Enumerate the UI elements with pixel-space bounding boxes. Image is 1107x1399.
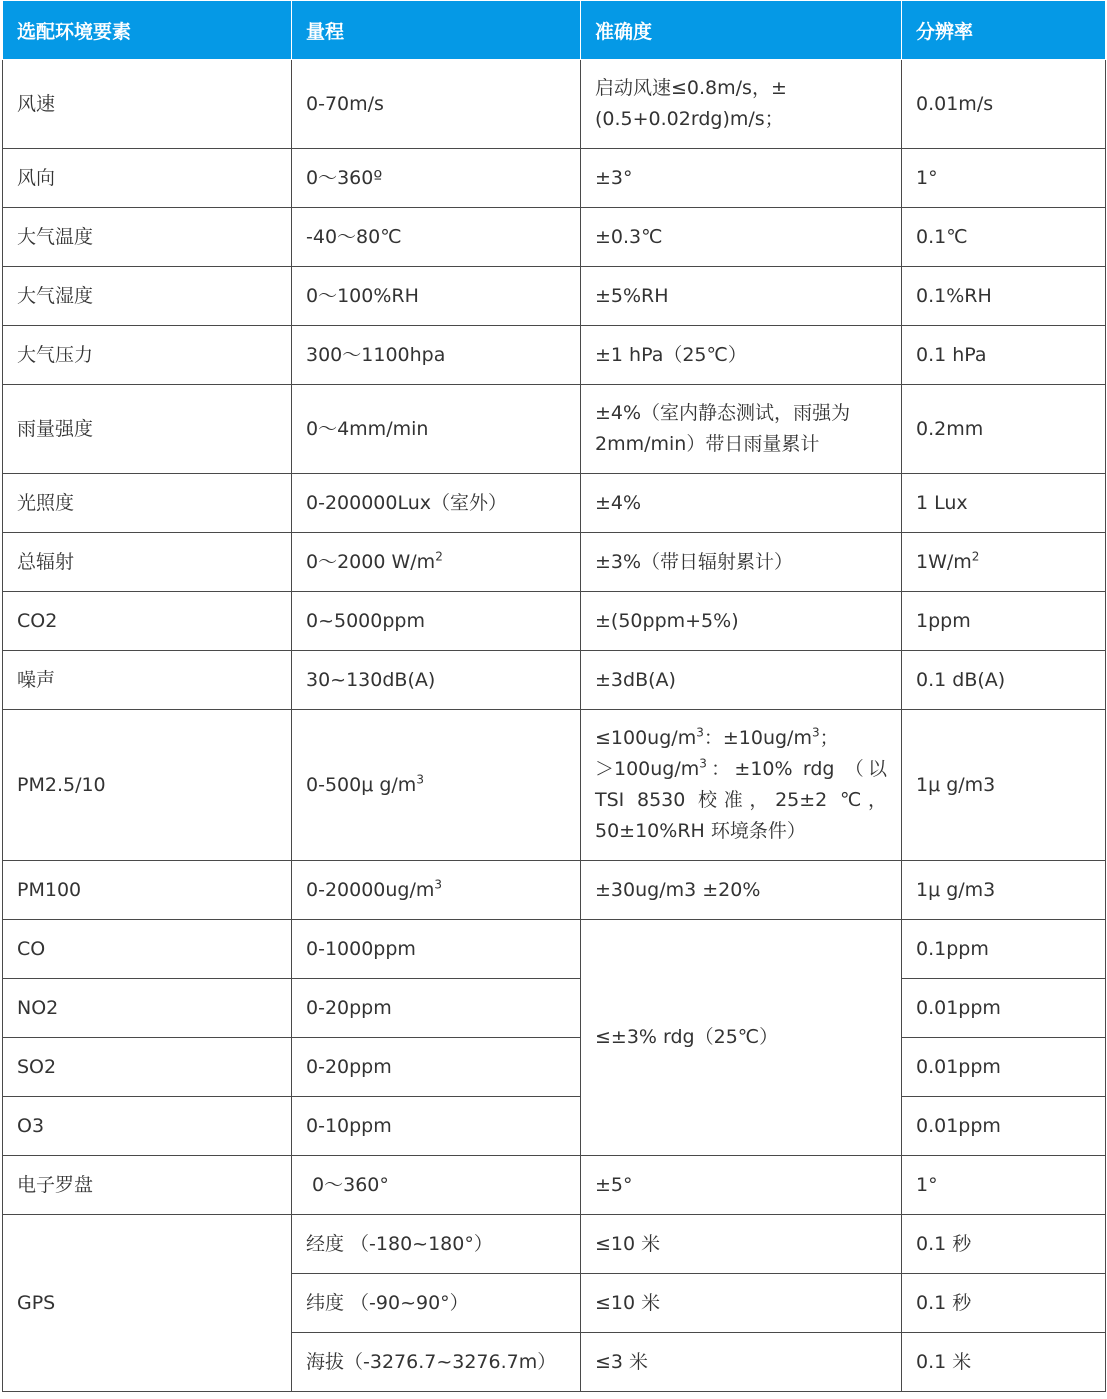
cell-range bbox=[292, 861, 581, 920]
cell-range: 0～100%RH bbox=[292, 267, 581, 326]
header-row bbox=[3, 1, 1106, 60]
superscript: 3 bbox=[416, 772, 424, 787]
table-row-air-temperature bbox=[3, 208, 1106, 267]
table-row-air-pressure bbox=[3, 326, 1106, 385]
cell-range: 0-20ppm bbox=[292, 979, 581, 1038]
cell-accuracy: ≤10 米 bbox=[581, 1215, 902, 1274]
cell-resolution bbox=[902, 533, 1106, 592]
cell-resolution: 0.1 dB(A) bbox=[902, 651, 1106, 710]
cell-resolution: 0.01m/s bbox=[902, 60, 1106, 149]
cell-resolution: 1° bbox=[902, 149, 1106, 208]
superscript: 3 bbox=[434, 877, 443, 892]
cell-resolution: 0.1 秒 bbox=[902, 1215, 1106, 1274]
cell-range: 300～1100hpa bbox=[292, 326, 581, 385]
table-row-air-humidity bbox=[3, 267, 1106, 326]
cell-resolution: 0.01ppm bbox=[902, 1097, 1106, 1156]
cell-range: 0～360° bbox=[292, 1156, 581, 1215]
cell-element: 雨量强度 bbox=[3, 385, 292, 474]
superscript: 3 bbox=[699, 756, 707, 771]
table-row-rain-intensity bbox=[3, 385, 1106, 474]
table-row-wind-speed bbox=[3, 60, 1106, 149]
cell-element: 风向 bbox=[3, 149, 292, 208]
cell-range: 30~130dB(A) bbox=[292, 651, 581, 710]
table-row-co2 bbox=[3, 592, 1106, 651]
cell-accuracy: ≤10 米 bbox=[581, 1274, 902, 1333]
cell-resolution: 0.1 hPa bbox=[902, 326, 1106, 385]
cell-element: 风速 bbox=[3, 60, 292, 149]
cell-resolution: 1ppm bbox=[902, 592, 1106, 651]
cell-resolution: 0.1 米 bbox=[902, 1333, 1106, 1392]
cell-accuracy: ±(50ppm+5%) bbox=[581, 592, 902, 651]
cell-range: 0～360º bbox=[292, 149, 581, 208]
cell-element: 电子罗盘 bbox=[3, 1156, 292, 1215]
cell-resolution: 0.01ppm bbox=[902, 979, 1106, 1038]
table-row-gps-longitude bbox=[3, 1215, 1106, 1274]
table-row-compass bbox=[3, 1156, 1106, 1215]
cell-range: 0-200000Lux（室外） bbox=[292, 474, 581, 533]
cell-range bbox=[292, 533, 581, 592]
cell-accuracy: ±30ug/m3 ±20% bbox=[581, 861, 902, 920]
cell-accuracy: ±3° bbox=[581, 149, 902, 208]
cell-accuracy: ±5° bbox=[581, 1156, 902, 1215]
cell-resolution: 1μ g/m3 bbox=[902, 710, 1106, 861]
table-row-co bbox=[3, 920, 1106, 979]
range-text: 0～2000 W/m bbox=[306, 550, 436, 573]
cell-range: 0-70m/s bbox=[292, 60, 581, 149]
cell-resolution: 0.1ppm bbox=[902, 920, 1106, 979]
header-accuracy: 准确度 bbox=[581, 1, 902, 60]
table-row-pm25-10 bbox=[3, 710, 1106, 861]
cell-element: PM2.5/10 bbox=[3, 710, 292, 861]
cell-element: SO2 bbox=[3, 1038, 292, 1097]
superscript: 2 bbox=[971, 549, 980, 564]
header-resolution: 分辨率 bbox=[902, 1, 1106, 60]
range-text: 0-500μ g/m bbox=[306, 773, 417, 796]
table-row-pm100 bbox=[3, 861, 1106, 920]
cell-accuracy: ≤3 米 bbox=[581, 1333, 902, 1392]
accuracy-text: ：±10% rdg （以TSI 8530 校准，25±2 ℃，50±10%RH 环境条件） bbox=[595, 758, 887, 842]
cell-resolution: 0.1%RH bbox=[902, 267, 1106, 326]
superscript: 2 bbox=[435, 549, 443, 564]
cell-element: 大气温度 bbox=[3, 208, 292, 267]
accuracy-text: ：±10ug/m bbox=[703, 727, 812, 749]
table-row-o3 bbox=[3, 1097, 1106, 1156]
cell-element: NO2 bbox=[3, 979, 292, 1038]
table-row-wind-direction bbox=[3, 149, 1106, 208]
cell-element: 大气湿度 bbox=[3, 267, 292, 326]
accuracy-text: ； bbox=[819, 727, 839, 749]
cell-accuracy: 启动风速≤0.8m/s，±(0.5+0.02rdg)m/s； bbox=[581, 60, 902, 149]
table-row-noise bbox=[3, 651, 1106, 710]
cell-accuracy: ±4%（室内静态测试，雨强为2mm/min）带日雨量累计 bbox=[581, 385, 902, 474]
cell-accuracy: ±4% bbox=[581, 474, 902, 533]
range-text: 0-20000ug/m bbox=[306, 878, 435, 901]
table-row-total-radiation bbox=[3, 533, 1106, 592]
cell-resolution: 0.1 秒 bbox=[902, 1274, 1106, 1333]
header-element: 选配环境要素 bbox=[3, 1, 292, 60]
cell-range bbox=[292, 710, 581, 861]
cell-element: O3 bbox=[3, 1097, 292, 1156]
cell-element: 光照度 bbox=[3, 474, 292, 533]
cell-gas-accuracy: ≤±3% rdg（25℃） bbox=[581, 920, 902, 1156]
cell-range: 经度 （-180~180°） bbox=[292, 1215, 581, 1274]
cell-resolution: 0.1℃ bbox=[902, 208, 1106, 267]
cell-resolution: 0.01ppm bbox=[902, 1038, 1106, 1097]
cell-resolution: 1° bbox=[902, 1156, 1106, 1215]
cell-range: 0～4mm/min bbox=[292, 385, 581, 474]
cell-resolution: 0.2mm bbox=[902, 385, 1106, 474]
cell-range: 0-20ppm bbox=[292, 1038, 581, 1097]
cell-element: GPS bbox=[3, 1215, 292, 1392]
cell-element: 大气压力 bbox=[3, 326, 292, 385]
cell-range: 纬度 （-90~90°） bbox=[292, 1274, 581, 1333]
cell-accuracy: ±0.3℃ bbox=[581, 208, 902, 267]
cell-resolution: 1 Lux bbox=[902, 474, 1106, 533]
cell-range: 海拔（-3276.7~3276.7m） bbox=[292, 1333, 581, 1392]
cell-range: 0~5000ppm bbox=[292, 592, 581, 651]
accuracy-text: ＞100ug/m bbox=[595, 758, 700, 780]
header-range: 量程 bbox=[292, 1, 581, 60]
table-row-so2 bbox=[3, 1038, 1106, 1097]
spec-table bbox=[2, 1, 1106, 1392]
cell-range: 0-1000ppm bbox=[292, 920, 581, 979]
cell-element: CO bbox=[3, 920, 292, 979]
superscript: 3 bbox=[811, 725, 820, 740]
cell-accuracy bbox=[581, 710, 902, 861]
cell-element: CO2 bbox=[3, 592, 292, 651]
table-row-no2 bbox=[3, 979, 1106, 1038]
cell-accuracy: ±3dB(A) bbox=[581, 651, 902, 710]
cell-range: 0-10ppm bbox=[292, 1097, 581, 1156]
accuracy-text: ≤100ug/m bbox=[595, 727, 697, 749]
cell-accuracy: ±1 hPa（25℃） bbox=[581, 326, 902, 385]
cell-element: 总辐射 bbox=[3, 533, 292, 592]
cell-element: PM100 bbox=[3, 861, 292, 920]
cell-resolution: 1μ g/m3 bbox=[902, 861, 1106, 920]
cell-range: -40～80℃ bbox=[292, 208, 581, 267]
table-row-illuminance bbox=[3, 474, 1106, 533]
cell-accuracy: ±5%RH bbox=[581, 267, 902, 326]
superscript: 3 bbox=[696, 725, 704, 740]
resolution-text: 1W/m bbox=[916, 550, 972, 573]
cell-element: 噪声 bbox=[3, 651, 292, 710]
cell-accuracy: ±3%（带日辐射累计） bbox=[581, 533, 902, 592]
